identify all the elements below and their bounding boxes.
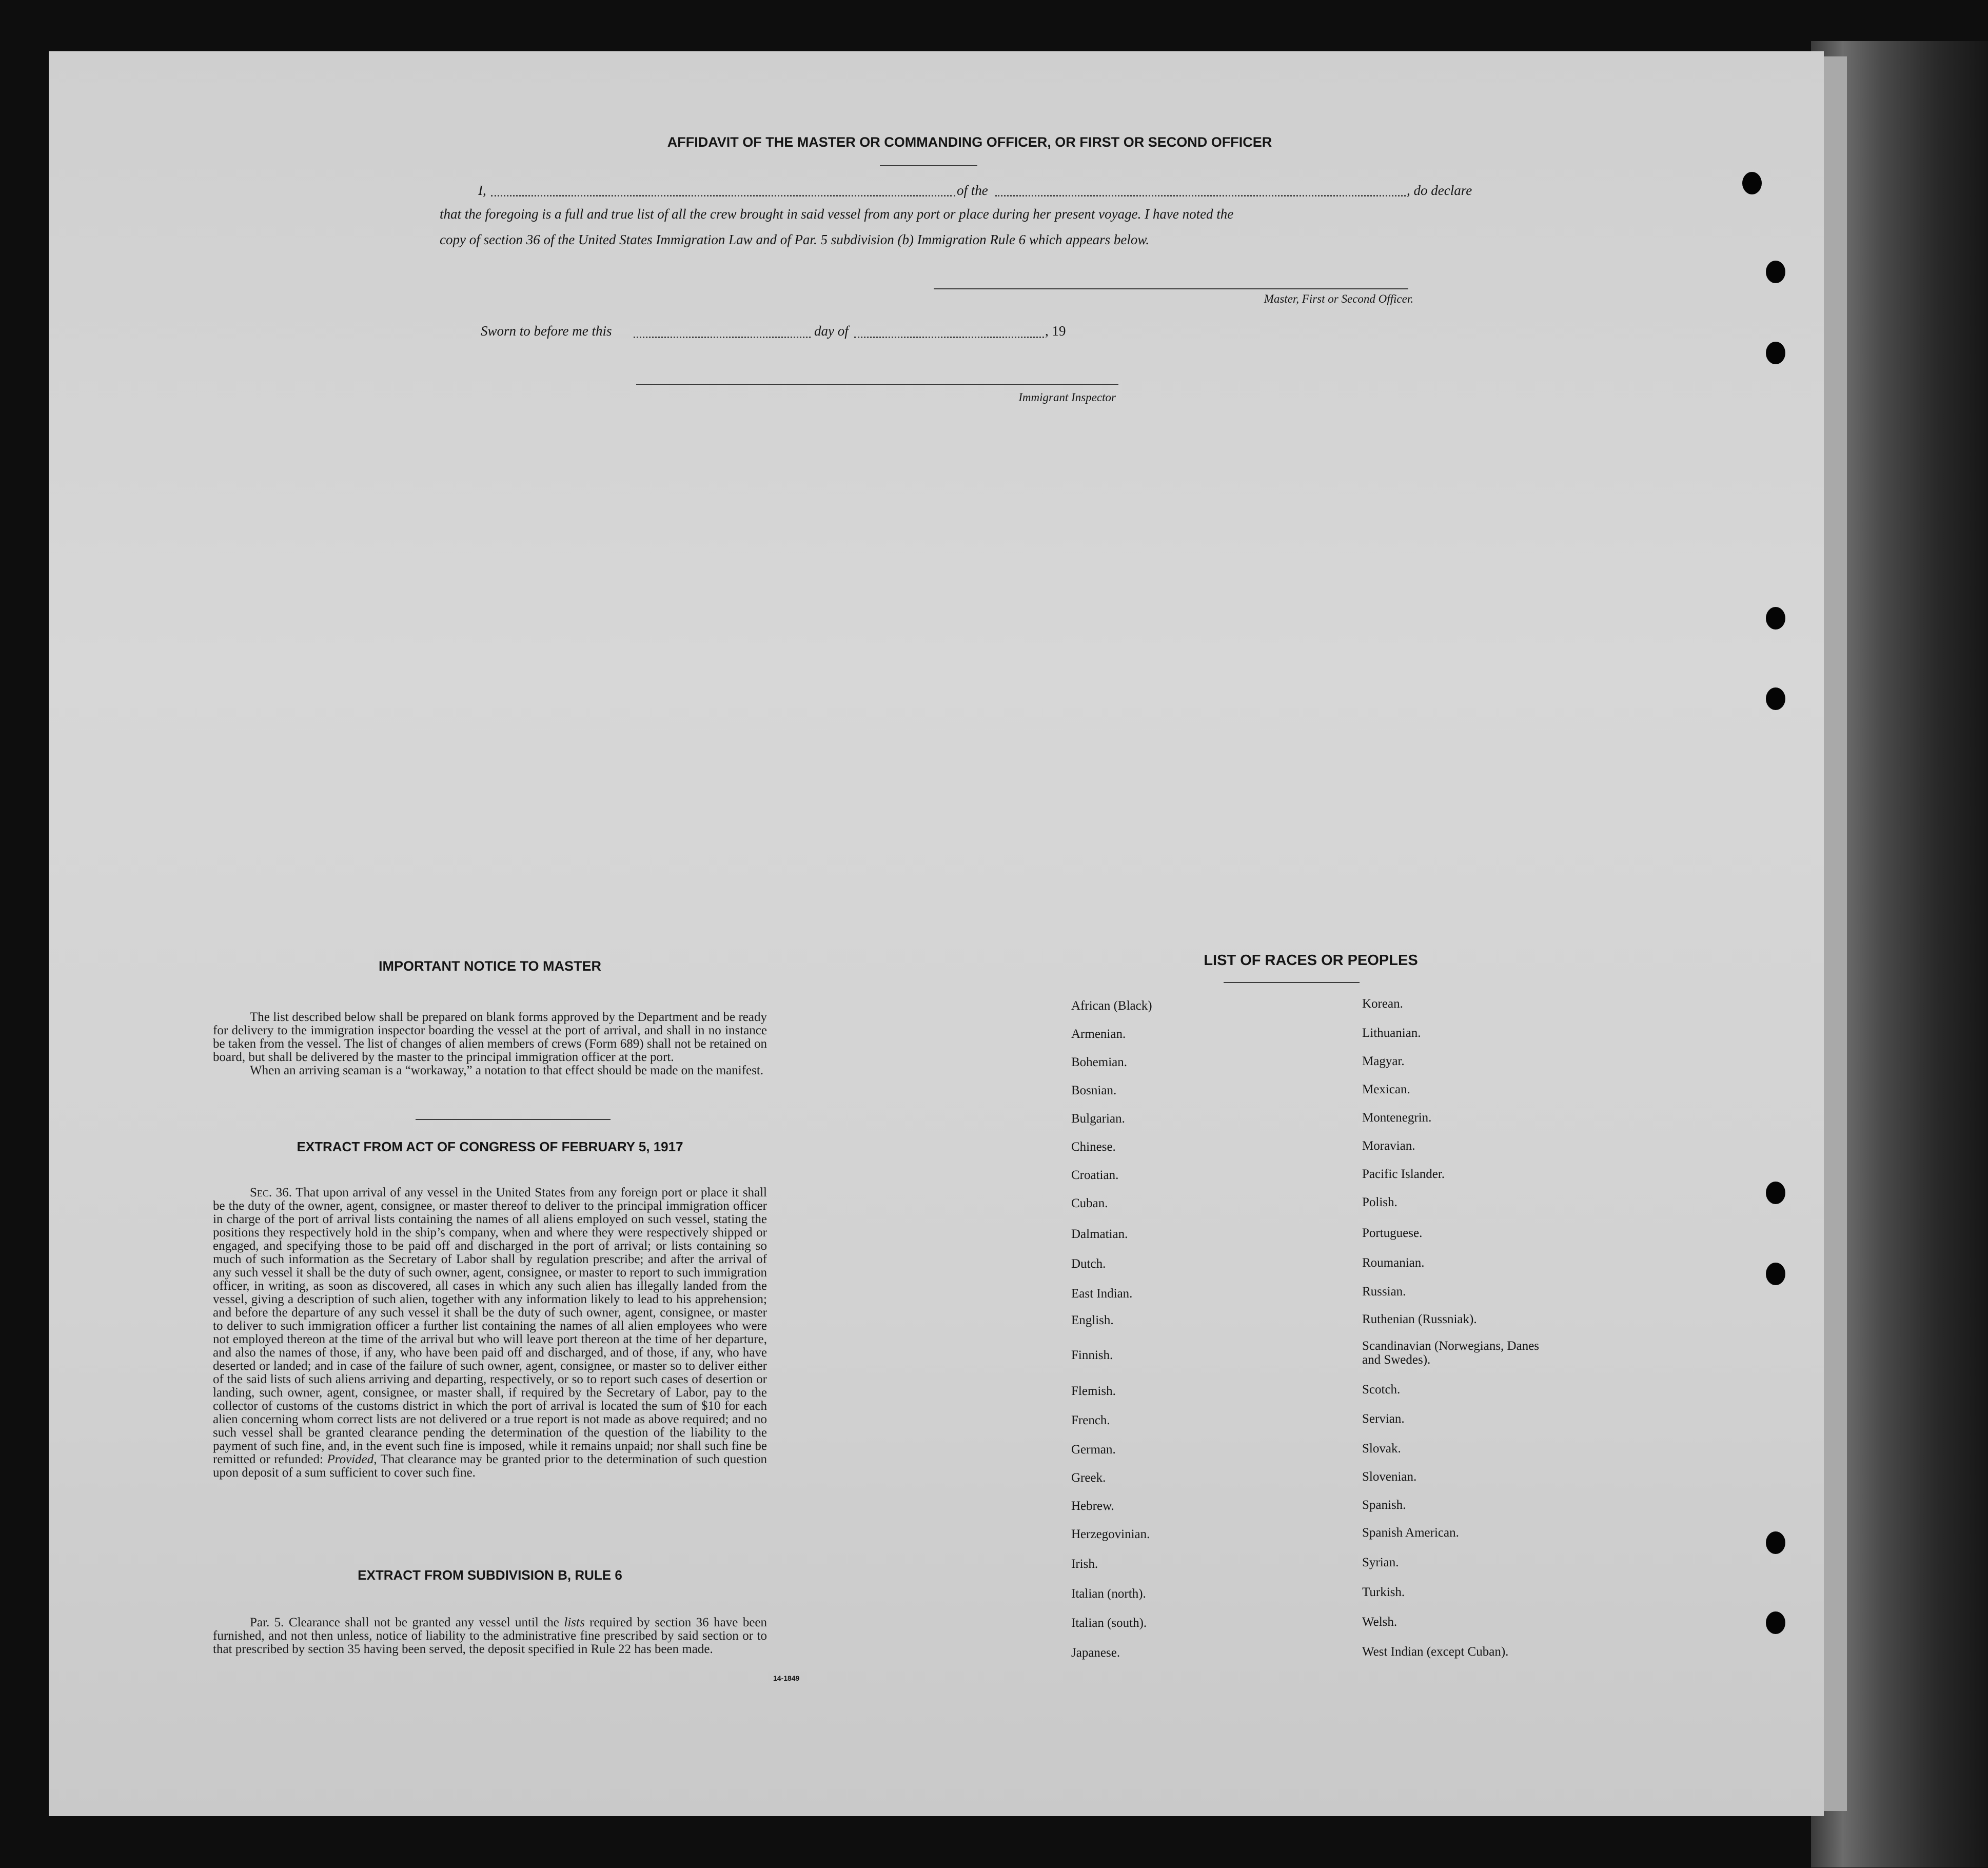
divider: [1224, 982, 1360, 983]
master-signature-line: [934, 288, 1408, 289]
race-item: Turkish.: [1362, 1585, 1405, 1599]
binder-hole: [1766, 342, 1785, 364]
vessel-blank: [995, 195, 1406, 196]
race-item: Mexican.: [1362, 1083, 1410, 1096]
race-item: Portuguese.: [1362, 1226, 1423, 1240]
sworn-month-blank: [854, 337, 1044, 338]
race-item: Greek.: [1071, 1471, 1106, 1485]
race-item: Finnish.: [1071, 1348, 1113, 1362]
rule6-lists: lists: [564, 1616, 585, 1629]
race-item: Scotch.: [1362, 1383, 1401, 1397]
binder-hole: [1766, 687, 1785, 710]
day-of-label: day of: [814, 323, 849, 339]
binder-hole: [1766, 1182, 1785, 1204]
race-item: Bulgarian.: [1071, 1112, 1125, 1126]
document-page: [49, 51, 1824, 1816]
sworn-day-blank: [634, 337, 811, 338]
race-item: Italian (south).: [1071, 1616, 1147, 1630]
rule6-body-a: Par. 5. Clearance shall not be granted any vessel until the: [250, 1616, 559, 1629]
race-item: Chinese.: [1071, 1140, 1116, 1154]
race-item: Pacific Islander.: [1362, 1167, 1445, 1181]
race-item: Montenegrin.: [1362, 1111, 1432, 1125]
rule6-body-b: required by section 36 have been furnished, and not then unless, notice of liability to the administrative fine prescribed by said section or to that prescribed by section 35 having been served, the deposit specified in Rule 22 has been made.: [213, 1616, 767, 1656]
race-item: Magyar.: [1362, 1054, 1405, 1068]
race-item: Spanish.: [1362, 1498, 1406, 1512]
race-item: Roumanian.: [1362, 1256, 1425, 1270]
affidavit-line1-i: I,: [478, 183, 486, 198]
race-item: Slovak.: [1362, 1442, 1401, 1456]
race-item: Irish.: [1071, 1557, 1098, 1571]
affidavit-line1-of-the: of the: [957, 183, 988, 198]
act-section-36-text: [213, 1186, 767, 1480]
race-item: Bohemian.: [1071, 1055, 1128, 1069]
affidavit-line3: copy of section 36 of the United States Immigration Law and of Par. 5 subdivision (b) Immigration Rule 6 which appears below.: [440, 232, 1150, 247]
race-item: Slovenian.: [1362, 1470, 1417, 1484]
rule6-title: EXTRACT FROM SUBDIVISION B, RULE 6: [358, 1567, 622, 1583]
rule6-text: [213, 1616, 767, 1656]
inspector-label: Immigrant Inspector: [1018, 391, 1116, 404]
binder-hole: [1766, 607, 1785, 630]
binder-hole: [1766, 261, 1785, 283]
race-item: Flemish.: [1071, 1384, 1116, 1398]
act-body-end: That clearance may be granted prior to the determination of such question upon deposit of a sum sufficient to cover such fine.: [213, 1452, 767, 1480]
race-item: Herzegovinian.: [1071, 1527, 1150, 1541]
race-item: Croatian.: [1071, 1168, 1119, 1182]
races-title: LIST OF RACES OR PEOPLES: [1204, 952, 1418, 969]
sworn-label: Sworn to before me this: [481, 323, 612, 339]
race-item: Lithuanian.: [1362, 1026, 1421, 1040]
notice-paragraph-1: The list described below shall be prepared on blank forms approved by the Department and be ready for delivery to the immigration inspector boarding the vessel at the port of arrival, and shall in no instance be taken from the vessel. The list of changes of alien members of crews (Form 689) shall not be retained on board, but shall be delivered by the master to the principal immigration officer at the port.: [213, 1010, 767, 1064]
race-item: German.: [1071, 1443, 1116, 1457]
race-item: Scandinavian (Norwegians, Danes and Swedes).: [1362, 1339, 1540, 1367]
race-item: Dalmatian.: [1071, 1227, 1128, 1241]
year-label: , 19: [1045, 323, 1066, 339]
race-item: Italian (north).: [1071, 1587, 1146, 1601]
act-body: That upon arrival of any vessel in the United States from any foreign port or place it shall be the duty of the owner, agent, consignee, or master thereof to deliver to the principal immigration officer in charge of the port of arrival lists containing the names of all aliens employed on such vessel, stating the positions they respectively hold in the ship’s company, when and where they were respectively shipped or engaged, and specifying those to be paid off and discharged in the port of arrival; or lists containing so much of such information as the Secretary of Labor shall by regulation prescribe; and after the arrival of any such vessel it shall be the duty of such owner, agent, consignee, or master to report to such immigration officer, in writing, as soon as discovered, all cases in which any such alien has illegally landed from the vessel, giving a description of such alien, together with any information likely to lead to his apprehension; and before the departure of any such vessel it shall be the duty of such owner, agent, consignee, or master to deliver to such immigration officer a further list containing the names of all alien employees who were not employed thereon at the time of the arrival but who will leave port thereon at the time of her departure, and also the names of those, if any, who have been paid off and discharged, and of those, if any, who have deserted or landed; and in case of the failure of such owner, agent, consignee, or master so to deliver either of the said lists of such aliens arriving and departing, respectively, or so to report such cases of desertion or landing, such owner, agent, consignee, or master shall, if required by the Secretary of Labor, pay to the collector of customs of the customs district in which the port of arrival is located the sum of $10 for each alien concerning whom correct lists are not delivered or a true report is not made as above required; and no such vessel shall be granted clearance pending the determination of the question of the liability to the payment of such fine, and, in the event such fine is imposed, while it remains unpaid; nor shall such fine be remitted or refunded:: [213, 1186, 767, 1466]
act-title: EXTRACT FROM ACT OF CONGRESS OF FEBRUARY 5, 1917: [297, 1139, 683, 1154]
form-number: 14-1849: [773, 1674, 800, 1682]
race-item: Servian.: [1362, 1412, 1405, 1426]
race-item: West Indian (except Cuban).: [1362, 1645, 1509, 1659]
race-item: Cuban.: [1071, 1196, 1108, 1210]
race-item: Hebrew.: [1071, 1499, 1114, 1513]
affidavit-line1-declare: , do declare: [1407, 183, 1472, 198]
race-item: Korean.: [1362, 997, 1403, 1011]
race-item: Bosnian.: [1071, 1084, 1117, 1097]
race-item: Dutch.: [1071, 1257, 1106, 1271]
divider: [880, 165, 977, 166]
race-item: Polish.: [1362, 1195, 1397, 1209]
notice-title: IMPORTANT NOTICE TO MASTER: [379, 958, 601, 974]
race-item: Syrian.: [1362, 1556, 1399, 1569]
race-item: Moravian.: [1362, 1139, 1415, 1153]
race-item: Welsh.: [1362, 1615, 1397, 1629]
binder-hole: [1766, 1611, 1785, 1634]
race-item: English.: [1071, 1313, 1114, 1327]
binder-hole: [1742, 172, 1762, 194]
affidavit-title: AFFIDAVIT OF THE MASTER OR COMMANDING OFFICER, OR FIRST OR SECOND OFFICER: [667, 134, 1272, 150]
race-item: Japanese.: [1071, 1646, 1120, 1660]
inspector-signature-line: [636, 384, 1118, 385]
binder-hole: [1766, 1531, 1785, 1554]
race-item: Russian.: [1362, 1285, 1406, 1299]
race-item: French.: [1071, 1413, 1110, 1427]
master-signature-label: Master, First or Second Officer.: [1264, 292, 1413, 305]
name-blank: [491, 195, 955, 196]
race-item: African (Black): [1071, 999, 1152, 1013]
act-provided: Provided,: [327, 1452, 377, 1466]
race-item: East Indian.: [1071, 1287, 1133, 1301]
act-section-label: Sec. 36.: [250, 1186, 292, 1200]
divider: [416, 1119, 611, 1120]
race-item: Ruthenian (Russniak).: [1362, 1312, 1477, 1326]
binder-hole: [1766, 1263, 1785, 1285]
affidavit-line2: that the foregoing is a full and true list of all the crew brought in said vessel from any port or place during her present voyage. I have noted the: [440, 206, 1234, 222]
race-item: Spanish American.: [1362, 1526, 1459, 1540]
notice-paragraph-2: When an arriving seaman is a “workaway,” a notation to that effect should be made on the manifest.: [250, 1064, 764, 1077]
race-item: Armenian.: [1071, 1027, 1126, 1041]
